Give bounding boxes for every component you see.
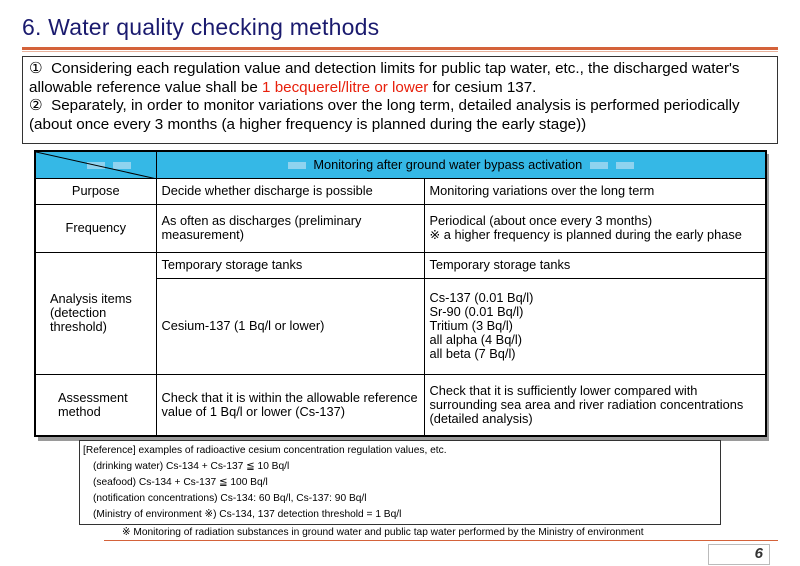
analysis-item: Tritium (3 Bq/l) [429,318,513,333]
title-underline-thin [22,51,778,52]
reference-line: (Ministry of environment ※) Cs-134, 137 detection threshold = 1 Bq/l [93,509,402,520]
page-title: 6. Water quality checking methods [22,14,380,40]
point-1-text-end: for cesium 137. [428,78,537,96]
row-label-analysis: Analysis items (detection threshold) [35,252,156,374]
assessment-monitoring: Check that it is sufficiently lower compared with surrounding sea area and river radiation concentrations (detailed analysis) [424,374,766,436]
frequency-discharge: As often as discharges (preliminary measurement) [156,204,424,252]
table-header-row [35,151,766,178]
analysis-item: Sr-90 (0.01 Bq/l) [429,304,524,319]
header-dash-mark [616,162,634,169]
title-underline [22,47,778,50]
header-dash-mark [590,162,608,169]
purpose-monitoring: Monitoring variations over the long term [424,178,766,204]
footnote-rule [104,540,778,541]
row-label-frequency: Frequency [35,204,156,252]
frequency-monitoring-line1: Periodical (about once every 3 months) [429,213,653,228]
point-1-text-start: Considering each regulation value and detection limits for public tap water, etc., the discharged water's allowable reference value shall be [29,60,740,96]
analysis-discharge: Cesium-137 (1 Bq/l or lower) [156,278,424,374]
assessment-discharge: Check that it is within the allowable reference value of 1 Bq/l or lower (Cs-137) [156,374,424,436]
page-number: 6 [708,544,770,565]
table-header-title: Monitoring after ground water bypass activation [313,156,583,172]
table-row-assessment [35,374,766,436]
purpose-discharge: Decide whether discharge is possible [156,178,424,204]
table-row-purpose [35,178,766,204]
point-2-text: Separately, in order to monitor variations over the long term, detailed analysis is performed periodically (about once every 3 months (a higher frequency is planned during the early stage)) [29,97,740,133]
point-2-marker: ② [29,97,43,114]
reference-line: (notification concentrations) Cs-134: 60 Bq/l, Cs-137: 90 Bq/l [93,493,367,504]
intro-point-1 [29,60,771,97]
reference-line: (drinking water) Cs-134 + Cs-137 ≦ 10 Bq/l [93,461,290,472]
intro-point-2 [29,97,771,134]
diagonal-divider [36,152,156,178]
analysis-item: Cs-137 (0.01 Bq/l) [429,290,534,305]
monitoring-table [34,150,767,437]
analysis-monitoring [424,278,766,374]
allowable-value-highlight: 1 becquerel/litre or lower [262,78,429,96]
row-label-purpose: Purpose [35,178,156,204]
analysis-item: all beta (7 Bq/l) [429,346,516,361]
footnote: ※ Monitoring of radiation substances in ground water and public tap water performed by the Ministry of environment [122,527,644,538]
row-label-assessment: Assessment method [35,374,156,436]
table-row-storage [35,252,766,278]
reference-heading: [Reference] examples of radioactive cesium concentration regulation values, etc. [83,445,447,456]
reference-box [79,440,721,525]
header-dash-mark [288,162,306,169]
reference-line: (seafood) Cs-134 + Cs-137 ≦ 100 Bq/l [93,477,268,488]
point-1-marker: ① [29,60,43,77]
intro-box [22,56,778,144]
table-header-cell [156,151,766,178]
storage-discharge: Temporary storage tanks [156,252,424,278]
header-corner-cell [35,151,156,178]
table-row-frequency [35,204,766,252]
frequency-monitoring-note: ※ a higher frequency is planned during the early phase [429,227,742,242]
storage-monitoring: Temporary storage tanks [424,252,766,278]
analysis-item: all alpha (4 Bq/l) [429,332,522,347]
frequency-monitoring [424,204,766,252]
